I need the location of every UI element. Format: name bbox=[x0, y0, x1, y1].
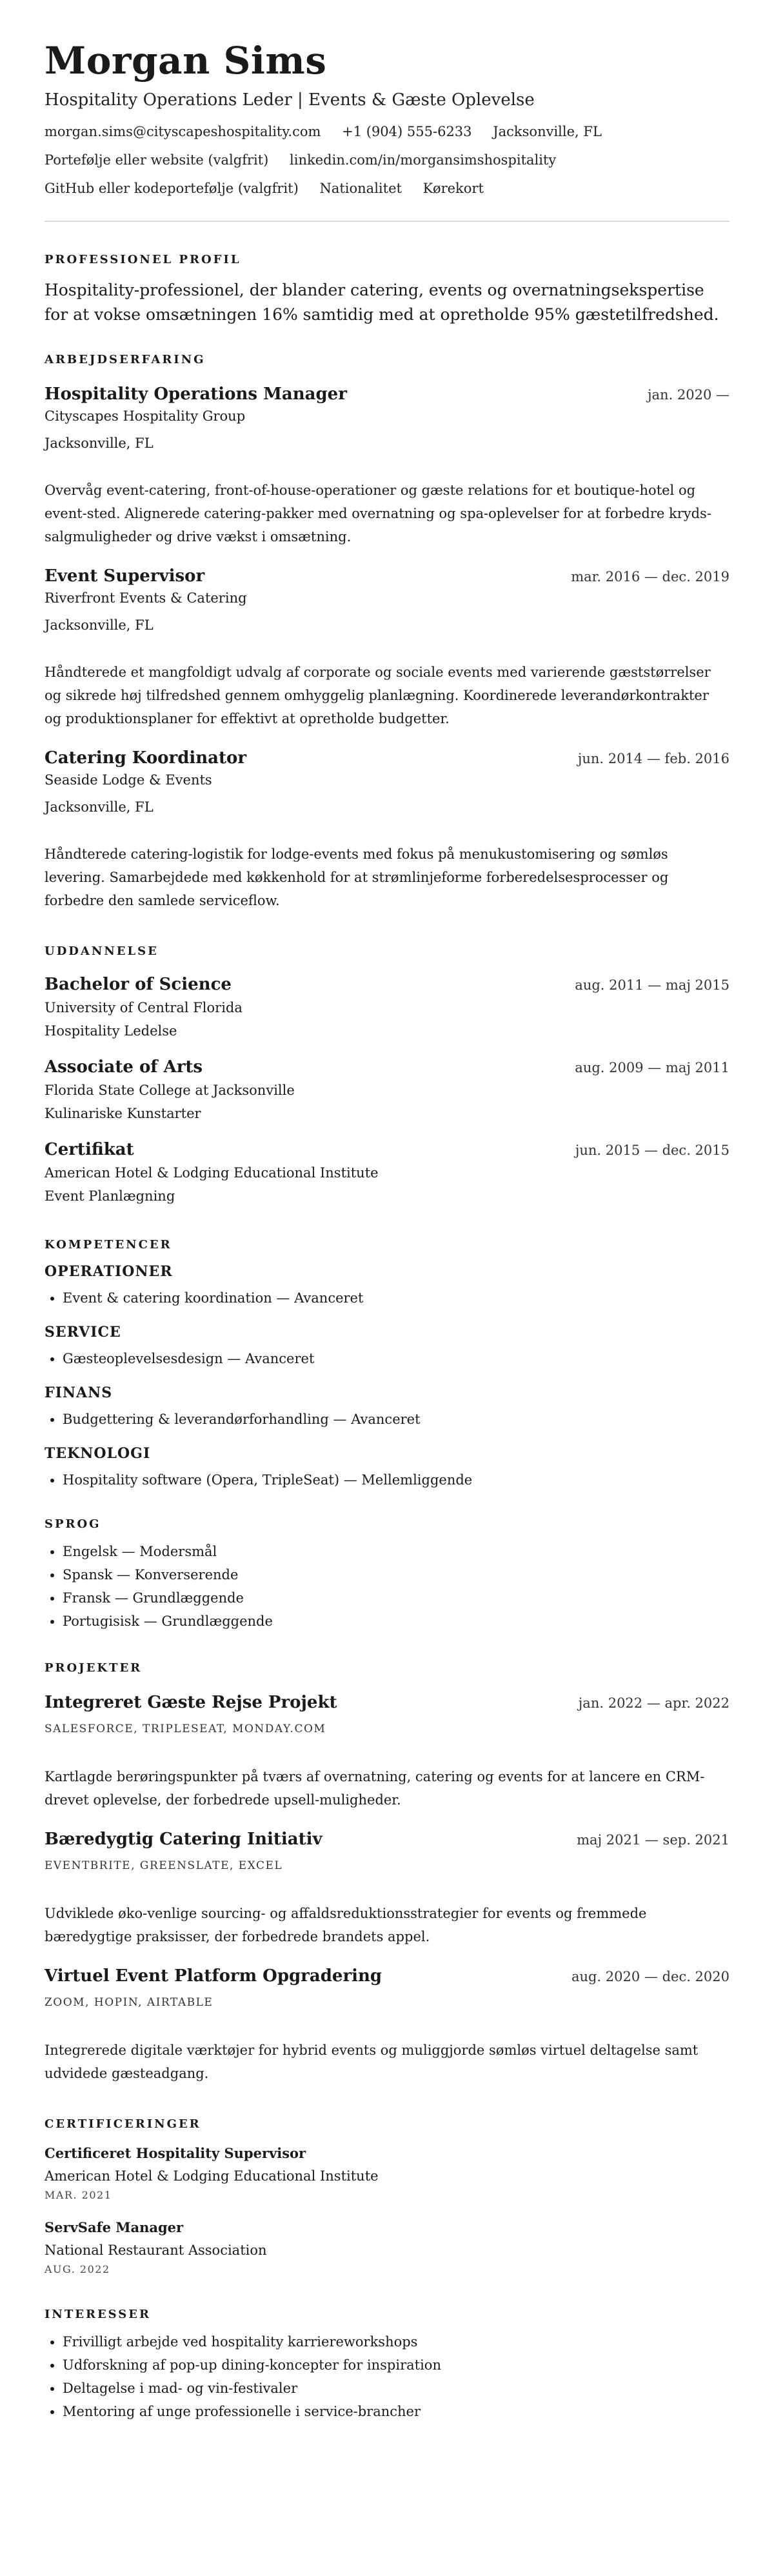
interest-item: • Frivilligt arbejde ved hospitality karriereworkshops bbox=[63, 2330, 729, 2353]
language-item: • Portugisisk — Grundlæggende bbox=[63, 1610, 729, 1633]
contact-nationality: Nationalitet bbox=[319, 181, 402, 196]
project-entry bbox=[45, 1830, 729, 1948]
project-entry-head bbox=[45, 1693, 729, 1712]
section-title-profile: PROFESSIONEL PROFIL bbox=[45, 253, 241, 266]
education-entry-head bbox=[45, 975, 729, 994]
contact-line-links bbox=[45, 151, 729, 169]
project-date: jan. 2022 — apr. 2022 bbox=[578, 1695, 729, 1711]
job-title: Catering Koordinator bbox=[45, 748, 247, 768]
language-item: • Spansk — Konverserende bbox=[63, 1563, 729, 1586]
contact-email[interactable]: morgan.sims@cityscapeshospitality.com bbox=[45, 124, 321, 139]
section-title-interests: INTERESSER bbox=[45, 2308, 151, 2321]
section-title-experience: ARBEJDSERFARING bbox=[45, 353, 206, 366]
section-profile bbox=[45, 253, 729, 327]
language-item: • Engelsk — Modersmål bbox=[63, 1540, 729, 1563]
experience-entry-head bbox=[45, 566, 729, 586]
section-languages bbox=[45, 1517, 729, 1633]
degree-field: Hospitality Ledelse bbox=[45, 1023, 177, 1039]
skill-category: FINANS bbox=[45, 1384, 113, 1401]
education-entry bbox=[45, 1140, 729, 1206]
contact-linkedin[interactable]: linkedin.com/in/morgansimshospitality bbox=[290, 152, 557, 168]
project-date: maj 2021 — sep. 2021 bbox=[577, 1832, 729, 1848]
project-tech: EVENTBRITE, GREENSLATE, EXCEL bbox=[45, 1859, 283, 1872]
project-description: Kartlagde berøringspunkter på tværs af overnatning, catering og events for at lancere en CRM-drevet oplevelse, der forbedrede upsell-muligheder. bbox=[45, 1769, 705, 1808]
project-description: Udviklede øko-venlige sourcing- og affaldsreduktionsstrategier for events og fremmede bæredygtige praksisser, der forbedrede brandets appel. bbox=[45, 1906, 647, 1944]
skill-item: • Gæsteoplevelsesdesign — Avanceret bbox=[63, 1347, 729, 1370]
degree-title: Associate of Arts bbox=[45, 1057, 203, 1077]
experience-entry-head bbox=[45, 384, 729, 404]
section-title-languages: SPROG bbox=[45, 1517, 101, 1531]
skill-category: SERVICE bbox=[45, 1324, 121, 1341]
contact-line-primary bbox=[45, 123, 729, 141]
interest-list bbox=[45, 2330, 729, 2423]
project-title: Integreret Gæste Rejse Projekt bbox=[45, 1693, 337, 1712]
degree-date: aug. 2011 — maj 2015 bbox=[575, 977, 729, 993]
degree-title: Bachelor of Science bbox=[45, 975, 232, 994]
skill-category: TEKNOLOGI bbox=[45, 1445, 151, 1462]
skill-list bbox=[45, 1347, 729, 1370]
section-experience bbox=[45, 353, 729, 912]
education-entry bbox=[45, 975, 729, 1041]
job-title: Hospitality Operations Manager bbox=[45, 384, 347, 404]
contact-line-extra bbox=[45, 179, 729, 197]
project-tech: SALESFORCE, TRIPLESEAT, MONDAY.COM bbox=[45, 1722, 326, 1735]
skill-item: • Event & catering koordination — Avanceret bbox=[63, 1286, 729, 1310]
job-description: Håndterede catering-logistik for lodge-events med fokus på menukustomisering og sømløs levering. Samarbejdede med køkkenhold for at strømlinjeforme forberedelsesprocesser og forbedre den samlede serviceflow. bbox=[45, 846, 669, 908]
section-projects bbox=[45, 1661, 729, 2085]
interest-item: • Mentoring af unge professionelle i service-brancher bbox=[63, 2400, 729, 2423]
job-date: mar. 2016 — dec. 2019 bbox=[571, 569, 729, 584]
certification-date: MAR. 2021 bbox=[45, 2189, 112, 2201]
skill-list bbox=[45, 1286, 729, 1310]
experience-entry bbox=[45, 748, 729, 912]
interest-item: • Udforskning af pop-up dining-koncepter for inspiration bbox=[63, 2353, 729, 2377]
profile-summary: Hospitality-professionel, der blander catering, events og overnatningsekspertise for at vokse omsætningen 16% samtidig med at opretholde 95% gæstetilfredshed. bbox=[45, 281, 719, 324]
education-entry-head bbox=[45, 1140, 729, 1159]
job-date: jan. 2020 — bbox=[647, 387, 729, 403]
candidate-name: Morgan Sims bbox=[45, 39, 327, 83]
section-title-skills: KOMPETENCER bbox=[45, 1238, 172, 1252]
project-date: aug. 2020 — dec. 2020 bbox=[571, 1969, 729, 1984]
project-title: Bæredygtig Catering Initiativ bbox=[45, 1830, 322, 1849]
section-title-certifications: CERTIFICERINGER bbox=[45, 2117, 201, 2131]
project-entry bbox=[45, 1693, 729, 1812]
degree-field: Kulinariske Kunstarter bbox=[45, 1106, 201, 1121]
certification-date: AUG. 2022 bbox=[45, 2263, 110, 2275]
school-name: University of Central Florida bbox=[45, 1000, 243, 1015]
degree-date: jun. 2015 — dec. 2015 bbox=[575, 1143, 729, 1158]
contact-phone[interactable]: +1 (904) 555-6233 bbox=[342, 124, 472, 139]
experience-entry-head bbox=[45, 748, 729, 768]
job-company: Seaside Lodge & Events bbox=[45, 772, 212, 788]
project-entry-head bbox=[45, 1830, 729, 1849]
skill-group bbox=[45, 1263, 729, 1310]
contact-location: Jacksonville, FL bbox=[493, 124, 602, 139]
language-item: • Fransk — Grundlæggende bbox=[63, 1586, 729, 1610]
section-skills bbox=[45, 1238, 729, 1492]
education-entry bbox=[45, 1057, 729, 1123]
degree-title: Certifikat bbox=[45, 1140, 134, 1159]
certification-issuer: National Restaurant Association bbox=[45, 2242, 267, 2258]
resume-content bbox=[45, 39, 729, 2423]
skill-category: OPERATIONER bbox=[45, 1263, 173, 1280]
degree-field: Event Planlægning bbox=[45, 1188, 175, 1204]
job-location: Jacksonville, FL bbox=[45, 617, 154, 633]
project-title: Virtuel Event Platform Opgradering bbox=[45, 1966, 382, 1986]
section-title-education: UDDANNELSE bbox=[45, 944, 159, 958]
job-title: Event Supervisor bbox=[45, 566, 205, 586]
section-title-projects: PROJEKTER bbox=[45, 1661, 143, 1675]
header-divider bbox=[45, 221, 729, 222]
education-entry-head bbox=[45, 1057, 729, 1077]
skill-item: • Hospitality software (Opera, TripleSeat) — Mellemliggende bbox=[63, 1468, 729, 1492]
section-certifications bbox=[45, 2117, 729, 2277]
experience-entry bbox=[45, 384, 729, 548]
project-entry bbox=[45, 1966, 729, 2085]
skill-group bbox=[45, 1324, 729, 1370]
job-company: Cityscapes Hospitality Group bbox=[45, 408, 246, 424]
resume-header bbox=[45, 39, 729, 222]
job-description: Håndterede et mangfoldigt udvalg af corporate og sociale events med varierende gæststørrelser og sikrede høj tilfredshed gennem omhyggelig planlægning. Koordinerede leverandørkontrakter og produktionsplaner for effektivt at opretholde budgetter. bbox=[45, 664, 711, 726]
job-company: Riverfront Events & Catering bbox=[45, 590, 247, 606]
section-education bbox=[45, 944, 729, 1206]
job-location: Jacksonville, FL bbox=[45, 799, 154, 815]
job-description: Overvåg event-catering, front-of-house-operationer og gæste relations for et boutique-hotel og event-sted. Alignerede catering-pakker med overnatning og spa-oplevelser for at forbedre kryds-salgmuligheder og drive vækst i omsætning. bbox=[45, 483, 711, 544]
language-list bbox=[45, 1540, 729, 1633]
skill-group bbox=[45, 1445, 729, 1492]
job-location: Jacksonville, FL bbox=[45, 435, 154, 451]
degree-date: aug. 2009 — maj 2011 bbox=[575, 1060, 729, 1075]
project-description: Integrerede digitale værktøjer for hybrid events og muliggjorde sømløs virtuel deltagelse samt udvidede gæsteadgang. bbox=[45, 2042, 699, 2081]
school-name: American Hotel & Lodging Educational Institute bbox=[45, 1165, 379, 1181]
contact-license: Kørekort bbox=[422, 181, 484, 196]
certification-entry bbox=[45, 2145, 729, 2202]
certification-entry bbox=[45, 2219, 729, 2277]
job-date: jun. 2014 — feb. 2016 bbox=[577, 751, 729, 766]
contact-github[interactable]: GitHub eller kodeportefølje (valgfrit) bbox=[45, 181, 299, 196]
project-entry-head bbox=[45, 1966, 729, 1986]
candidate-headline: Hospitality Operations Leder | Events & Gæste Oplevelse bbox=[45, 90, 535, 110]
school-name: Florida State College at Jacksonville bbox=[45, 1083, 295, 1098]
section-interests bbox=[45, 2308, 729, 2423]
skill-list bbox=[45, 1468, 729, 1492]
certification-name: Certificeret Hospitality Supervisor bbox=[45, 2145, 306, 2161]
skill-item: • Budgettering & leverandørforhandling — Avanceret bbox=[63, 1408, 729, 1431]
contact-portfolio[interactable]: Portefølje eller website (valgfrit) bbox=[45, 152, 269, 168]
interest-item: • Deltagelse i mad- og vin-festivaler bbox=[63, 2377, 729, 2400]
skill-list bbox=[45, 1408, 729, 1431]
experience-entry bbox=[45, 566, 729, 730]
skill-group bbox=[45, 1384, 729, 1431]
project-tech: ZOOM, HOPIN, AIRTABLE bbox=[45, 1996, 213, 2009]
certification-issuer: American Hotel & Lodging Educational Institute bbox=[45, 2168, 379, 2184]
certification-name: ServSafe Manager bbox=[45, 2219, 184, 2235]
